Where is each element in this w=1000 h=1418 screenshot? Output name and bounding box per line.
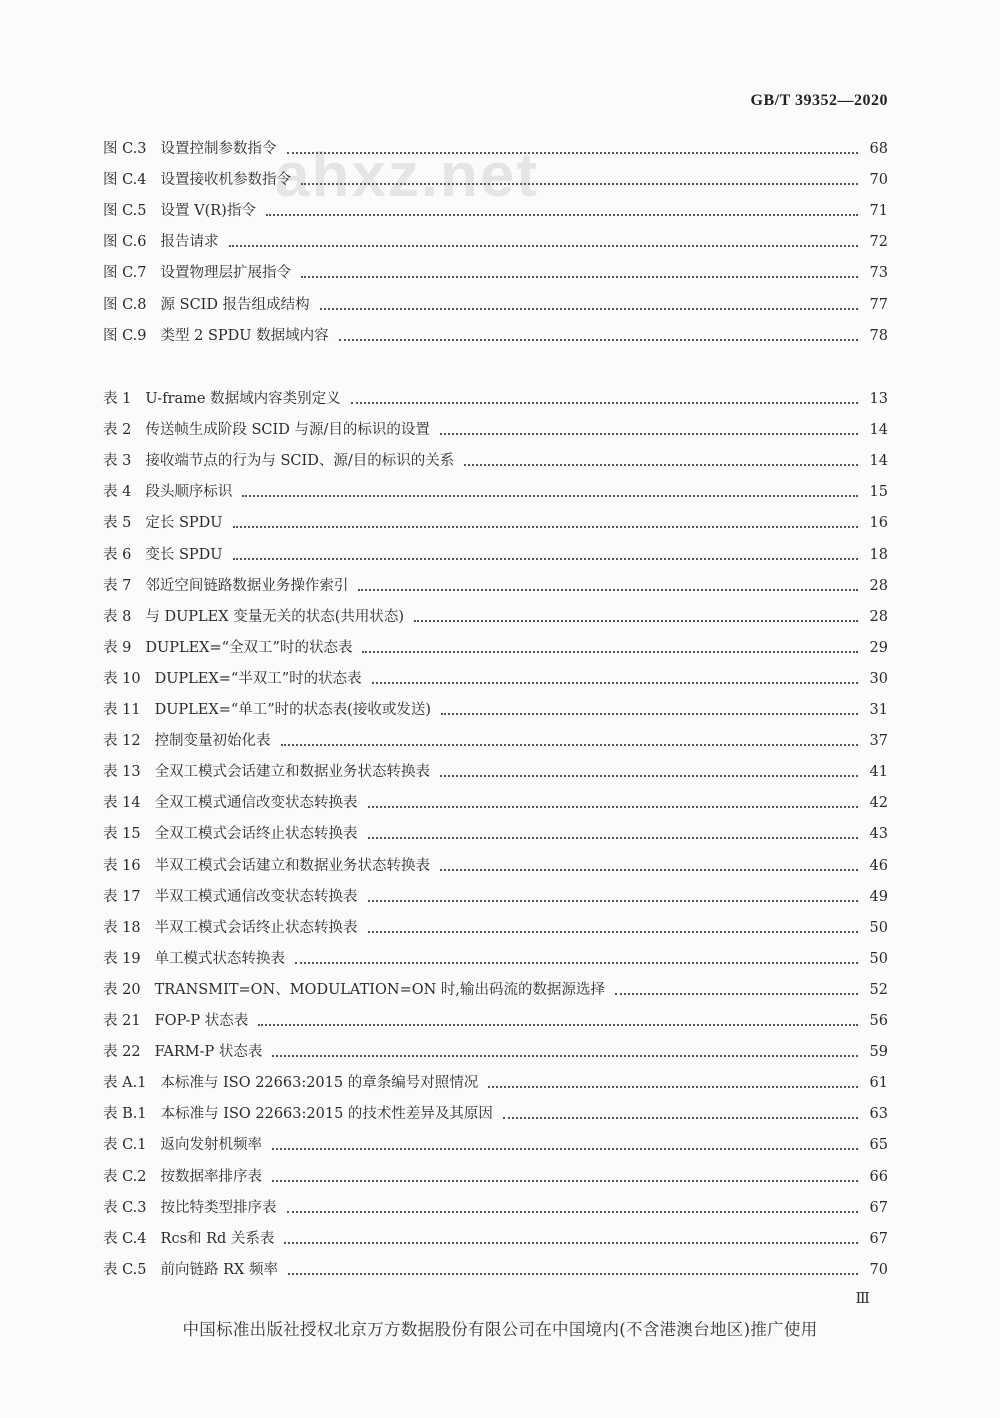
table-entry-title: 控制变量初始化表 [154,733,271,750]
table-entry-page: 59 [869,1044,888,1061]
table-entry-number: 表 7 [103,577,132,594]
table-entry-number: 表 A.1 [103,1075,147,1092]
table-entry[interactable] [103,388,888,410]
dot-leader [287,1209,858,1213]
dot-leader [440,773,858,777]
dot-leader [284,1240,858,1244]
table-entry-page: 43 [869,826,888,843]
table-entry[interactable] [103,699,888,721]
table-entry-page: 29 [869,639,888,656]
figure-entry[interactable] [103,200,888,222]
table-entry-title: FOP-P 状态表 [154,1013,249,1029]
table-entry-page: 52 [869,981,888,998]
page-number: Ⅲ [855,1289,870,1307]
table-entry-title: 传送帧生成阶段 SCID 与源/目的标识的设置 [145,422,430,439]
table-entry-title: U-frame 数据域内容类别定义 [145,391,341,407]
figure-entry-title: 设置物理层扩展指令 [160,265,292,282]
table-entry-title: 全双工模式通信改变状态转换表 [154,795,358,812]
dot-leader [272,1053,858,1057]
table-entry[interactable] [103,1197,888,1219]
dot-leader [464,462,858,466]
figure-entry-number: 图 C.3 [103,141,147,157]
figure-entry-number: 图 C.8 [103,296,147,313]
table-entry-page: 28 [869,608,888,625]
table-entry[interactable] [103,668,888,690]
figure-entry[interactable] [103,294,888,316]
table-entry-page: 63 [869,1106,888,1123]
table-entry-number: 表 1 [103,391,132,407]
table-entry-number: 表 17 [103,888,141,905]
table-entry-title: 单工模式状态转换表 [154,950,286,967]
dot-leader [351,400,858,404]
table-entry[interactable] [103,1228,888,1250]
table-entry[interactable] [103,450,888,472]
figure-entry[interactable] [103,138,888,160]
figure-entry-page: 71 [869,203,888,220]
figure-entry-title: 源 SCID 报告组成结构 [160,296,310,313]
table-entry-title: 与 DUPLEX 变量无关的状态(共用状态) [145,608,405,625]
figure-entry-title: 设置接收机参数指令 [160,172,292,189]
dot-leader [414,618,858,622]
table-entry-number: 表 C.1 [103,1137,147,1154]
dot-leader [272,1178,858,1182]
figure-entry-title: 类型 2 SPDU 数据域内容 [160,327,329,344]
table-entry-page: 16 [869,515,888,532]
dot-leader [368,898,858,902]
table-entry-title: 按比特类型排序表 [160,1199,277,1216]
figure-entry-number: 图 C.7 [103,265,147,282]
dot-leader [288,1271,858,1275]
table-entry-title: 前向链路 RX 频率 [160,1261,278,1278]
table-entry-page: 13 [869,391,888,407]
table-entry-number: 表 5 [103,515,132,532]
table-entry-number: 表 12 [103,733,141,750]
watermark: ahxz.net [275,141,540,210]
dot-leader [229,243,858,247]
dot-leader [440,431,858,435]
figure-entry[interactable] [103,169,888,191]
table-entry-number: 表 C.4 [103,1230,147,1247]
table-entry-title: 半双工模式会话建立和数据业务状态转换表 [154,857,431,874]
table-entry[interactable] [103,1103,888,1125]
table-entry[interactable] [103,606,888,628]
table-entry[interactable] [103,1134,888,1156]
dot-leader [320,306,858,310]
table-entry-number: 表 14 [103,795,141,812]
table-entry-page: 37 [869,733,888,750]
table-entry-title: 半双工模式通信改变状态转换表 [154,888,358,905]
table-entry-number: 表 20 [103,981,141,998]
dot-leader [441,711,858,715]
table-entry-page: 30 [869,670,888,687]
table-entry-title: 按数据率排序表 [160,1168,263,1185]
table-entry-number: 表 C.5 [103,1261,147,1278]
table-entry[interactable] [103,886,888,908]
table-entry-number: 表 6 [103,546,132,563]
table-entry-page: 67 [869,1230,888,1247]
table-entry[interactable] [103,823,888,845]
table-entry-number: 表 19 [103,950,141,967]
table-entry[interactable] [103,1010,888,1032]
table-entry-title: 本标准与 ISO 22663:2015 的章条编号对照情况 [160,1075,479,1092]
figure-entry-page: 73 [869,265,888,282]
dot-leader [295,960,858,964]
table-entry[interactable] [103,730,888,752]
table-entry[interactable] [103,917,888,939]
table-entry-page: 65 [869,1137,888,1154]
dot-leader [339,337,858,341]
table-entry-title: 全双工模式会话终止状态转换表 [154,826,358,843]
table-entry[interactable] [103,855,888,877]
dot-leader [233,524,859,528]
table-entry-number: 表 22 [103,1044,141,1061]
table-entry-title: 返向发射机频率 [160,1137,263,1154]
table-entry[interactable] [103,948,888,970]
table-entry-number: 表 15 [103,826,141,843]
figure-entry-title: 设置控制参数指令 [160,141,277,157]
table-entry[interactable] [103,575,888,597]
dot-leader [372,680,858,684]
table-entry-page: 46 [869,857,888,874]
dot-leader [287,150,858,154]
dot-leader [301,181,858,185]
dot-leader [440,867,858,871]
table-entry[interactable] [103,544,888,566]
figure-entry[interactable] [103,262,888,284]
standard-code: GB/T 39352—2020 [750,92,888,109]
table-entry-page: 15 [869,484,888,501]
table-entry-title: TRANSMIT=ON、MODULATION=ON 时,输出码流的数据源选择 [154,981,606,998]
table-entry-page: 42 [869,795,888,812]
table-entry-number: 表 3 [103,453,132,470]
table-entry[interactable] [103,1041,888,1063]
table-entry-number: 表 B.1 [103,1106,147,1123]
table-entry-number: 表 9 [103,639,132,656]
dot-leader [362,649,858,653]
figure-entry-title: 报告请求 [160,234,219,251]
table-entry-number: 表 18 [103,919,141,936]
figure-entry-number: 图 C.5 [103,203,147,220]
table-entry-page: 31 [869,702,888,718]
dot-leader [272,1146,858,1150]
table-entry-page: 14 [869,422,888,439]
table-entry[interactable] [103,419,888,441]
table-entry-title: DUPLEX=“全双工”时的状态表 [145,639,353,656]
table-entry-page: 67 [869,1199,888,1216]
table-entry[interactable] [103,792,888,814]
table-entry-number: 表 10 [103,670,141,687]
table-entry-number: 表 C.2 [103,1168,147,1185]
table-entry-title: FARM-P 状态表 [154,1044,263,1061]
table-entry-number: 表 C.3 [103,1199,147,1216]
table-entry-page: 56 [869,1013,888,1029]
table-entry[interactable] [103,512,888,534]
figure-entry-page: 78 [869,327,888,344]
table-entry[interactable] [103,1259,888,1281]
table-entry-title: DUPLEX=“半双工”时的状态表 [154,670,362,687]
table-entry-page: 61 [869,1075,888,1092]
figure-entry[interactable] [103,231,888,253]
table-entry-number: 表 13 [103,764,141,781]
figure-entry-page: 68 [869,141,888,157]
table-entry-title: 段头顺序标识 [145,484,233,501]
dot-leader [368,804,858,808]
table-entry-number: 表 21 [103,1013,141,1029]
table-entry-title: 变长 SPDU [145,546,223,563]
dot-leader [242,493,858,497]
figure-entry-number: 图 C.9 [103,327,147,344]
table-entry-title: 半双工模式会话终止状态转换表 [154,919,358,936]
dot-leader [368,835,858,839]
table-entry-page: 50 [869,919,888,936]
table-entry-number: 表 16 [103,857,141,874]
table-entry-title: 邻近空间链路数据业务操作索引 [145,577,349,594]
dot-leader [266,212,858,216]
figure-entry-page: 70 [869,172,888,189]
table-entry-page: 49 [869,888,888,905]
table-entry-number: 表 11 [103,702,141,718]
table-entry-title: 定长 SPDU [145,515,223,532]
table-entry[interactable] [103,637,888,659]
table-entry-number: 表 8 [103,608,132,625]
table-entry[interactable] [103,761,888,783]
dot-leader [281,742,858,746]
table-entry-title: 本标准与 ISO 22663:2015 的技术性差异及其原因 [160,1106,493,1123]
dot-leader [258,1022,858,1026]
figure-entry-page: 72 [869,234,888,251]
table-entry-number: 表 4 [103,484,132,501]
table-entry-page: 50 [869,950,888,967]
figure-entry-page: 77 [869,296,888,313]
figure-entry[interactable] [103,325,888,347]
footer-notice: 中国标准出版社授权北京万方数据股份有限公司在中国境内(不含港澳台地区)推广使用 [182,1320,818,1339]
table-entry-page: 18 [869,546,888,563]
table-entry-title: 全双工模式会话建立和数据业务状态转换表 [154,764,431,781]
table-entry-title: 接收端节点的行为与 SCID、源/目的标识的关系 [145,453,455,470]
dot-leader [233,556,859,560]
dot-leader [301,274,858,278]
dot-leader [615,991,858,995]
table-entry-title: DUPLEX=“单工”时的状态表(接收或发送) [154,702,431,718]
table-entry-page: 70 [869,1261,888,1278]
dot-leader [368,929,858,933]
table-entry-page: 41 [869,764,888,781]
table-entry-page: 66 [869,1168,888,1185]
table-entry[interactable] [103,979,888,1001]
table-entry-number: 表 2 [103,422,132,439]
table-entry[interactable] [103,481,888,503]
table-entry[interactable] [103,1072,888,1094]
figure-entry-number: 图 C.6 [103,234,147,251]
figure-entry-title: 设置 V(R)指令 [160,203,256,220]
table-entry-page: 14 [869,453,888,470]
table-entry[interactable] [103,1166,888,1188]
table-entry-title: Rcs和 Rd 关系表 [160,1230,275,1247]
figure-entry-number: 图 C.4 [103,172,147,189]
table-entry-page: 28 [869,577,888,594]
dot-leader [358,587,858,591]
dot-leader [488,1084,858,1088]
dot-leader [503,1115,858,1119]
